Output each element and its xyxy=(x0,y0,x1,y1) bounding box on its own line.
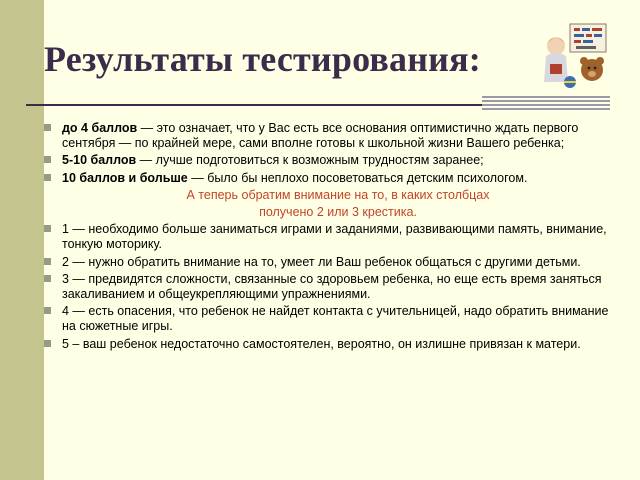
bullet-square-icon xyxy=(44,340,51,347)
score-description: — было бы неплохо посоветоваться детским психологом. xyxy=(187,170,528,185)
score-item xyxy=(44,121,614,151)
bullet-square-icon xyxy=(44,307,51,314)
bullet-square-icon xyxy=(44,258,51,265)
score-description: — лучше подготовиться к возможным трудностям заранее; xyxy=(136,153,484,168)
column-item xyxy=(44,255,614,270)
score-item xyxy=(44,171,614,186)
column-description: 3 — предвидятся сложности, связанные со здоровьем ребенка, но еще есть время заняться закаливанием и общеукрепляющими упражнениями. xyxy=(62,271,602,302)
bullet-square-icon xyxy=(44,124,51,131)
bullet-square-icon xyxy=(44,174,51,181)
bullet-square-icon xyxy=(44,275,51,282)
slide-title: Результаты тестирования: xyxy=(44,39,481,79)
score-range: 5-10 баллов xyxy=(62,153,137,168)
column-item xyxy=(44,304,614,334)
score-item xyxy=(44,153,614,168)
note-line-2: получено 2 или 3 крестика. xyxy=(259,205,417,220)
column-description: 2 — нужно обратить внимание на то, умеет ли Ваш ребенок общаться с другими детьми. xyxy=(62,254,581,269)
column-item xyxy=(44,222,614,252)
score-range: 10 баллов и больше xyxy=(62,170,188,185)
score-range: до 4 баллов xyxy=(62,121,138,135)
note-line-1: А теперь обратим внимание на то, в каких столбцах xyxy=(186,187,490,202)
column-description: 4 — есть опасения, что ребенок не найдет контакта с учительницей, надо обратить внимание на сюжетные игры. xyxy=(62,304,609,334)
column-description: 1 — необходимо больше заниматься играми и заданиями, развивающими память, внимание, тонкую моторику. xyxy=(62,222,607,252)
children-illustration-icon xyxy=(540,20,612,90)
slide-content xyxy=(44,121,614,354)
score-description: — это означает, что у Вас есть все основания оптимистично ждать первого сентября — по крайней мере, сами вполне готовы к школьной жизни Вашего ребенка; xyxy=(62,121,579,151)
decorative-striped-bar xyxy=(482,96,610,110)
column-description: 5 – ваш ребенок недостаточно самостоятелен, вероятно, он излишне привязан к матери. xyxy=(62,336,581,351)
bullet-square-icon xyxy=(44,156,51,163)
column-item xyxy=(44,337,614,352)
left-decorative-band xyxy=(0,0,44,480)
bullet-square-icon xyxy=(44,225,51,232)
column-item xyxy=(44,272,614,302)
